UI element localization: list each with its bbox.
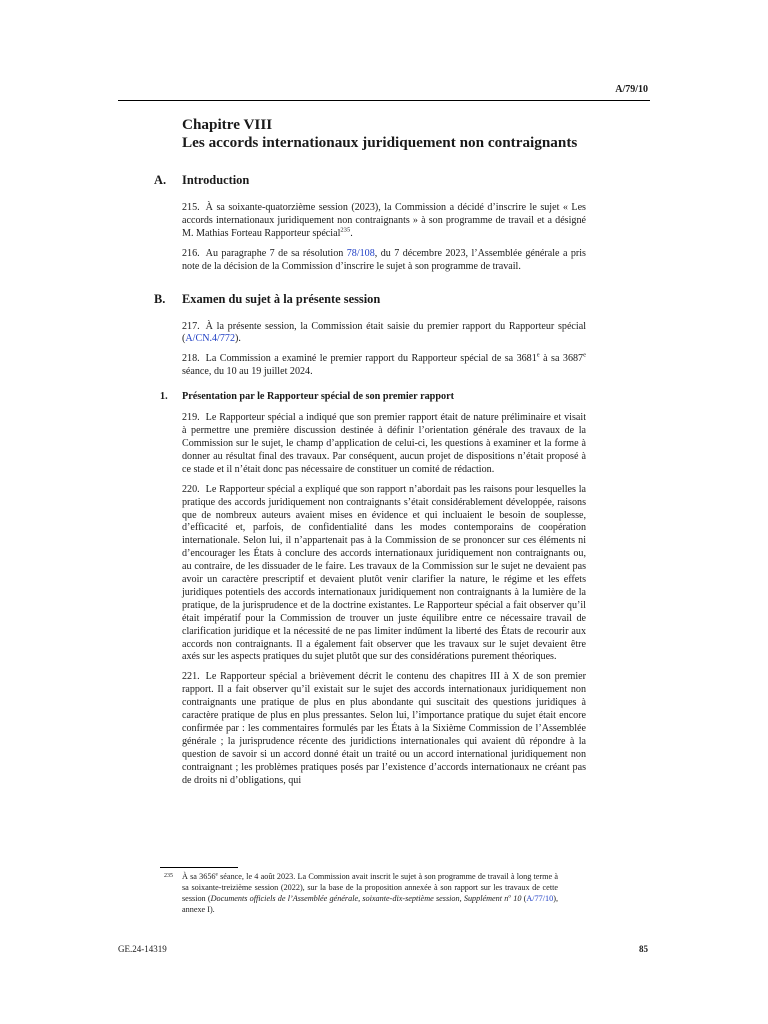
page-number: 85 xyxy=(639,944,648,954)
paragraph-221 xyxy=(182,671,586,787)
page-body xyxy=(154,116,586,795)
section-b-heading xyxy=(154,291,586,307)
paragraph-number: 219. xyxy=(182,412,200,424)
resolution-link[interactable]: 78/108 xyxy=(346,247,375,259)
paragraph-text: Le Rapporteur spécial a indiqué que son premier rapport était de nature préliminaire et visait à permettre une première discussion destinée à définir l’orientation générale des travaux de la Commission sur le sujet, le champ d’application de celui-ci, les questions à examiner et la forme à donner au résultat final des travaux. Par conséquent, aucun projet de dispositions n’était proposé à ce stade et il n’était donc pas nécessaire de constituer un comité de rédaction. xyxy=(182,412,586,475)
section-b-number: B. xyxy=(154,291,166,306)
paragraph-number: 220. xyxy=(182,483,200,495)
subsection-1-title: Présentation par le Rapporteur spécial de son premier rapport xyxy=(182,391,455,403)
paragraph-215 xyxy=(182,202,586,241)
paragraph-number: 215. xyxy=(182,202,200,213)
job-number: GE.24-14319 xyxy=(118,944,167,954)
paragraph-text: , du 7 décembre 2023, l’Assemblée générale a pris note de la décision de la Commission d’inscrire le sujet à son programme de travail. xyxy=(182,247,586,272)
paragraph-216 xyxy=(182,248,586,274)
header-rule xyxy=(118,100,650,101)
footnote-text: séance, le 4 août 2023. La Commission avait inscrit le sujet à son programme de travail à long terme à sa soixante-treizième session (2022), sur la base de la proposition annexée à son rapport sur les travaux de cette session ( xyxy=(182,872,559,903)
paragraph-text: ). xyxy=(235,333,241,345)
paragraph-219 xyxy=(182,412,586,477)
section-b-title: Examen du sujet à la présente session xyxy=(182,291,381,306)
document-link[interactable]: A/CN.4/772 xyxy=(185,333,236,345)
footnote-235 xyxy=(164,871,559,915)
footnote-text: À sa 3656 xyxy=(182,872,216,881)
paragraph-text: Au paragraphe 7 de sa résolution xyxy=(205,247,347,259)
subsection-1-number: 1. xyxy=(160,391,168,403)
footnote-number: 235 xyxy=(164,873,173,879)
paragraph-220 xyxy=(182,484,586,665)
subsection-1-heading xyxy=(160,390,586,403)
paragraph-number: 217. xyxy=(182,320,200,332)
paragraph-text: séance, du 10 au 19 juillet 2024. xyxy=(182,366,313,378)
section-a-heading xyxy=(154,172,586,188)
report-link[interactable]: A/77/10 xyxy=(526,894,554,903)
footnote-citation: Documents officiels de l’Assemblée générale, soixante-dix-septième session, Supplément $n^o$ 10 xyxy=(210,893,522,903)
paragraph-number: 216. xyxy=(182,247,200,259)
paragraph-text: Le Rapporteur spécial a brièvement décrit le contenu des chapitres III à X de son premier rapport. Il a fait observer qu’il existait sur le sujet des accords internationaux juridiquement non contraignants une pratique de plus en plus abondante qui suscitait des questions juridiques à caractère pratique de plus en plus pressantes. Selon lui, l’importance pratique du sujet était encore confirmée par : les commentaires formulés par les États à la Sixième Commission de l’Assemblée générale ; la jurisprudence récente des juridictions internationales qui avaient dû répondre à la question de savoir si un accord donné était un traité ou un accord international juridiquement non contraignant ; les problèmes pratiques posés par l’existence d’accords internationaux ne créant pas de droits ni d’obligations, qui xyxy=(182,671,586,786)
chapter-heading xyxy=(182,116,586,152)
paragraph-text: À la présente session, la Commission était saisie du premier rapport du Rapporteur spécial ( xyxy=(182,320,586,345)
paragraph-end: . xyxy=(350,227,353,239)
footnote-text: ), annexe I). xyxy=(182,894,558,914)
paragraph-text: La Commission a examiné le premier rapport du Rapporteur spécial de sa 3681 xyxy=(205,353,537,365)
section-a-title: Introduction xyxy=(182,173,250,187)
document-symbol: A/79/10 xyxy=(615,84,648,95)
paragraph-number: 221. xyxy=(182,671,200,683)
section-a-number: A. xyxy=(154,173,167,187)
chapter-title: Les accords internationaux juridiquement non contraignants xyxy=(182,134,578,151)
paragraph-text: à sa 3687 xyxy=(539,353,584,365)
paragraph-217 xyxy=(182,321,586,347)
footnote-text: ( xyxy=(521,894,527,903)
footnote-rule xyxy=(160,867,238,868)
footnote-ref[interactable]: 235 xyxy=(340,226,351,234)
paragraph-218 xyxy=(182,353,586,379)
ordinal-superscript: e xyxy=(215,871,218,878)
paragraph-number: 218. xyxy=(182,353,200,365)
ordinal-superscript: e xyxy=(583,351,586,359)
paragraph-text: Le Rapporteur spécial a expliqué que son rapport n’abordait pas les raisons pour lesquelles la pratique des accords juridiquement non contraignants s’était considérablement développée, raisons que de nombreux auteurs avaient mises en évidence et qui incluaient le besoin de souplesse, d’efficacité et, parfois, de confidentialité dans les modes contemporains de coopération internationale. Selon lui, il n’appartenait pas à la Commission de se prononcer sur ces éléments ni d’encourager les États à conclure des accords internationaux juridiquement non contraignants ou, au contraire, de les dissuader de le faire. Les travaux de la Commission sur le sujet ne devaient pas avoir un caractère prescriptif et devaient plutôt venir clarifier la nature, le régime et les effets juridiques potentiels des accords internationaux juridiquement non contraignants à la lumière de la pratique, de la jurisprudence et de la doctrine existantes. Le Rapporteur spécial a fait observer qu’il était impératif pour la Commission de trouver un juste équilibre entre ce nécessaire travail de clarification juridique et la nécessité de ne pas limiter indûment la liberté des États de recourir aux accords non contraignants. Il a également fait observer que les travaux sur le sujet devaient être axés sur les aspects pratiques du sujet plutôt que sur des considérations purement théoriques. xyxy=(182,483,586,663)
ordinal-superscript: e xyxy=(536,351,540,359)
paragraph-text: À sa soixante-quatorzième session (2023), la Commission a décidé d’inscrire le sujet « Les accords internationaux juridiquement non contraignants » à son programme de travail et a désigné M. Mathias Forteau Rapporteur spécial xyxy=(182,202,586,239)
chapter-number: Chapitre VIII xyxy=(182,116,273,133)
